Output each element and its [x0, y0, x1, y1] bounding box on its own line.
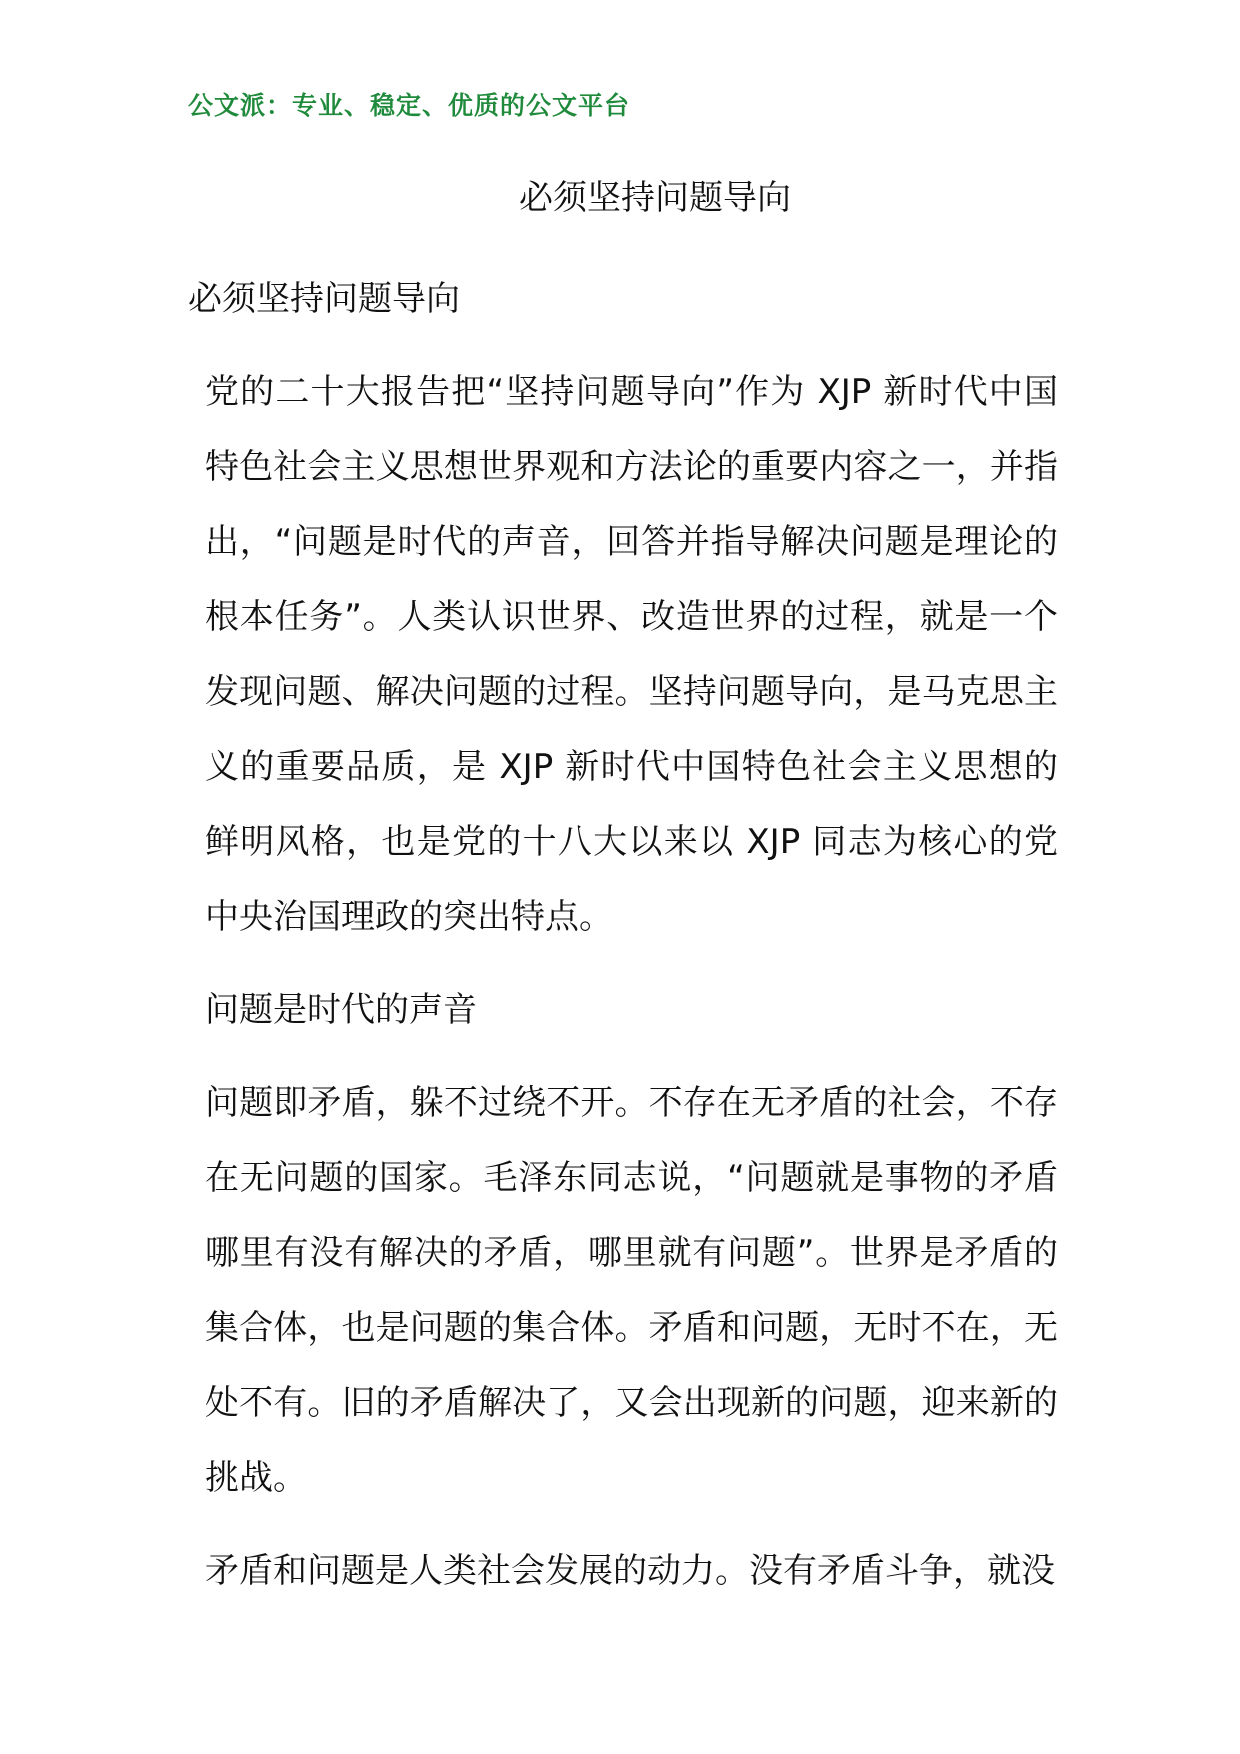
document-subtitle: 必须坚持问题导向: [188, 279, 460, 319]
document-body: [188, 262, 1058, 1627]
paragraph-contradiction: 问题即矛盾，躲不过绕不开。不存在无矛盾的社会，不存在无问题的国家。毛泽东同志说，“问题就是事物的矛盾哪里有没有解决的矛盾，哪里就有问题”。世界是矛盾的集合体，也是问题的集合体。矛盾和问题，无时不在，无处不有。旧的矛盾解决了，又会出现新的问题，迎来新的挑战。: [205, 1083, 1058, 1498]
paragraph-driving-force: 矛盾和问题是人类社会发展的动力。没有矛盾斗争，就没: [205, 1551, 1055, 1591]
document-title: 必须坚持问题导向: [519, 178, 791, 218]
paragraph-intro: 党的二十大报告把“坚持问题导向”作为 XJP 新时代中国特色社会主义思想世界观和方法论的重要内容之一，并指出，“问题是时代的声音，回答并指导解决问题是理论的根本任务”。人类认识世界、改造世界的过程，就是一个发现问题、解决问题的过程。坚持问题导向，是马克思主义的重要品质，是 XJP 新时代中国特色社会主义思想的鲜明风格，也是党的十八大以来以 XJP 同志为核心的党中央治国理政的突出特点。: [205, 372, 1058, 937]
section-heading: 问题是时代的声音: [205, 990, 477, 1030]
header-brand-text: 公文派：专业、稳定、优质的公文平台: [188, 91, 631, 120]
